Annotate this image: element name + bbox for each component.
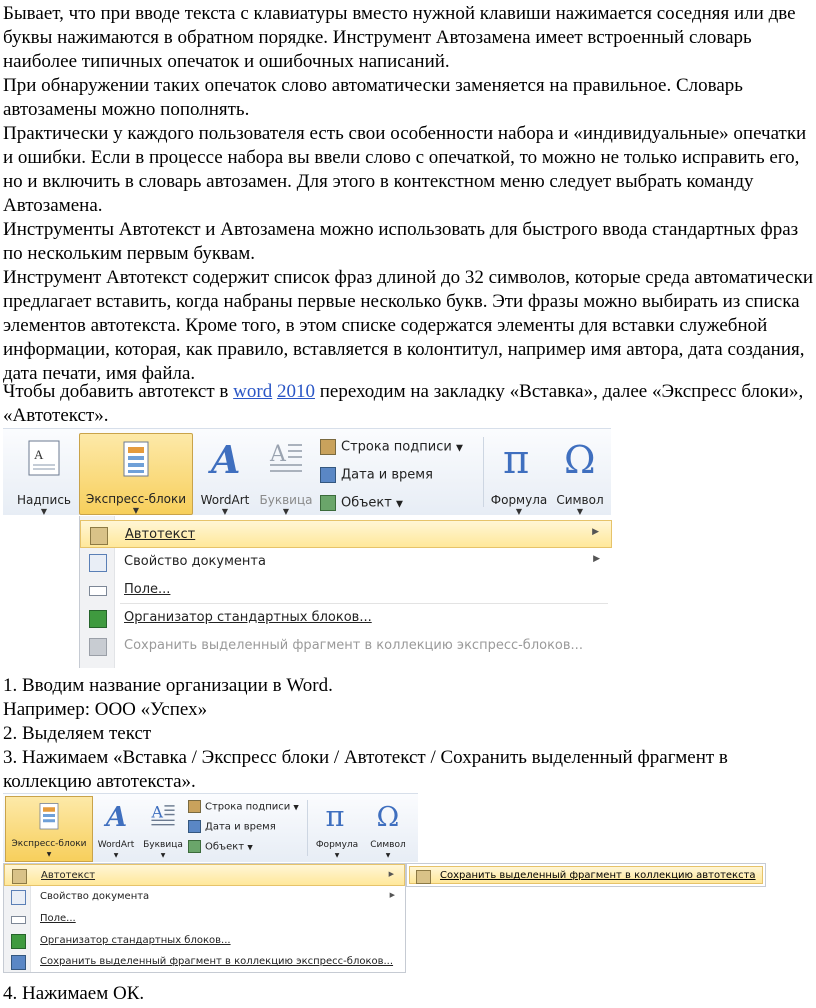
date-time-label-2: Дата и время bbox=[205, 821, 276, 833]
quick-parts-button-2[interactable] bbox=[5, 796, 93, 862]
menu-item-autotext-label: Автотекст bbox=[125, 527, 196, 542]
menu-item-autotext-2[interactable] bbox=[4, 864, 405, 886]
ribbon-insert-tab-2 bbox=[3, 793, 418, 862]
paragraph-5: Инструмент Автотекст содержит список фраз длиной до 32 символов, которые среда автоматически предлагает вставить, когда набраны первые несколько букв. Эти фразы можно выбирать из списка элементов автотекста. Кроме того, в этом списке содержатся элементы для вставки служебной информации, которая, как правило, вставляется в колонтитул, например имя автора, дата создания, дата печати, имя файла. bbox=[3, 267, 813, 384]
organizer-icon bbox=[11, 934, 26, 949]
ribbon-screenshot-2 bbox=[3, 793, 766, 978]
dropdown-arrow-icon: ▼ bbox=[282, 507, 290, 516]
paragraph-3: Практически у каждого пользователя есть свои особенности набора и «индивидуальные» опечатки и ошибки. Если в процессе набора вы ввели слово с опечаткой, то можно не только исправить его, но и включить в словарь автозамен. Для этого в контекстном меню следует выбрать команду Автозамена. bbox=[3, 123, 807, 216]
dropcap-label-2: Буквица bbox=[143, 840, 183, 850]
link-paragraph bbox=[3, 380, 815, 428]
quick-parts-label-2: Экспресс-блоки bbox=[11, 839, 87, 849]
date-time-button[interactable] bbox=[320, 467, 433, 483]
signature-line-label-2: Строка подписи bbox=[205, 801, 291, 813]
dropdown-arrow-icon: ▼ bbox=[334, 852, 340, 859]
save-selection-icon bbox=[89, 638, 107, 656]
paragraph-4: Инструменты Автотекст и Автозамена можно использовать для быстрого ввода стандартных фраз по нескольким первым буквам. bbox=[3, 219, 799, 264]
wordart-label-2: WordArt bbox=[97, 840, 135, 850]
equation-button[interactable] bbox=[487, 435, 551, 515]
dropdown-arrow-icon: ▼ bbox=[113, 852, 119, 859]
quick-parts-menu bbox=[79, 516, 612, 668]
dropdown-arrow-icon: ▼ bbox=[576, 507, 584, 516]
equation-label: Формула bbox=[490, 493, 548, 507]
menu-item-document-property-label: Свойство документа bbox=[124, 554, 266, 569]
group-separator bbox=[307, 800, 308, 856]
ribbon-insert-tab bbox=[3, 428, 611, 515]
menu-item-building-blocks-organizer[interactable] bbox=[80, 604, 612, 632]
quick-parts-button[interactable] bbox=[79, 433, 193, 515]
wordart-icon bbox=[207, 439, 243, 479]
omega-icon bbox=[375, 801, 401, 831]
dropcap-icon bbox=[268, 439, 304, 479]
object-button[interactable]: Объект ▼ bbox=[320, 495, 403, 511]
menu-item-autotext[interactable] bbox=[80, 520, 612, 548]
signature-line-button[interactable]: Строка подписи ▼ bbox=[320, 439, 463, 455]
ribbon-screenshot-1 bbox=[3, 428, 611, 668]
dropcap-icon bbox=[150, 801, 176, 831]
quick-parts-icon bbox=[120, 440, 152, 480]
wordart-button-2[interactable] bbox=[93, 798, 139, 862]
wordart-button[interactable] bbox=[195, 435, 255, 515]
organizer-icon bbox=[89, 610, 107, 628]
pi-icon bbox=[501, 439, 537, 479]
submenu-arrow-icon: ▶ bbox=[388, 870, 394, 878]
date-time-button-2[interactable] bbox=[188, 820, 276, 833]
field-icon bbox=[89, 586, 107, 596]
menu-item-save-selection-label: Сохранить выделенный фрагмент в коллекцию экспресс-блоков... bbox=[124, 638, 583, 653]
svg-text:A: A bbox=[151, 802, 163, 822]
autotext-submenu bbox=[406, 863, 766, 887]
dropdown-arrow-icon: ▼ bbox=[40, 507, 48, 516]
menu-item-document-property-2[interactable] bbox=[4, 886, 405, 908]
dropdown-arrow-icon: ▼ bbox=[515, 507, 523, 516]
svg-text:π: π bbox=[325, 801, 345, 831]
save-selection-icon bbox=[11, 955, 26, 970]
object-label: Объект bbox=[341, 495, 392, 511]
autotext-icon bbox=[12, 869, 27, 884]
menu-item-save-selection-label-2: Сохранить выделенный фрагмент в коллекцию экспресс-блоков... bbox=[40, 956, 394, 967]
dropcap-button-2[interactable] bbox=[140, 798, 186, 862]
dropcap-button[interactable] bbox=[256, 435, 316, 515]
menu-item-document-property-label-2: Свойство документа bbox=[40, 891, 150, 902]
symbol-label: Символ bbox=[556, 493, 604, 507]
group-separator bbox=[483, 437, 484, 507]
link-2010[interactable]: 2010 bbox=[276, 381, 315, 402]
autotext-icon bbox=[90, 527, 108, 545]
dropcap-label: Буквица bbox=[259, 493, 313, 507]
submenu-arrow-icon: ▶ bbox=[592, 527, 599, 537]
calendar-icon bbox=[320, 467, 336, 483]
symbol-button[interactable] bbox=[551, 435, 609, 515]
menu-item-document-property[interactable] bbox=[80, 548, 612, 576]
step-example: Например: ООО «Успех» bbox=[3, 699, 208, 720]
submenu-arrow-icon: ▶ bbox=[389, 891, 395, 899]
menu-item-organizer-label: Организатор стандартных блоков... bbox=[124, 610, 372, 625]
menu-item-autotext-label-2: Автотекст bbox=[41, 870, 96, 881]
menu-item-building-blocks-organizer-2[interactable] bbox=[4, 930, 405, 952]
omega-icon bbox=[562, 439, 598, 479]
field-icon bbox=[11, 916, 26, 924]
calendar-icon bbox=[188, 820, 201, 833]
object-label-2: Объект bbox=[205, 841, 245, 853]
menu-item-organizer-label-2: Организатор стандартных блоков... bbox=[40, 935, 231, 946]
submenu-item-label: Сохранить выделенный фрагмент в коллекцию автотекста bbox=[440, 870, 756, 881]
dropdown-arrow-icon: ▼ bbox=[221, 507, 229, 516]
object-icon bbox=[188, 840, 201, 853]
menu-item-save-selection[interactable] bbox=[80, 632, 612, 660]
wordart-label: WordArt bbox=[200, 493, 250, 507]
link-paragraph-after: переходим на закладку «Вставка», далее «Экспресс блоки», «Автотекст». bbox=[3, 381, 804, 426]
textbox-label: Надпись bbox=[17, 493, 71, 507]
submenu-item-save-to-autotext[interactable] bbox=[409, 866, 763, 884]
textbox-icon bbox=[27, 439, 61, 477]
menu-item-field-label-2: Поле... bbox=[40, 913, 76, 924]
svg-text:A: A bbox=[105, 801, 128, 831]
equation-label-2: Формула bbox=[315, 840, 359, 850]
svg-text:A: A bbox=[34, 447, 44, 462]
signature-line-button-2[interactable]: Строка подписи ▼ bbox=[188, 800, 299, 813]
dropdown-arrow-icon: ▼ bbox=[46, 851, 52, 858]
document-property-icon bbox=[11, 890, 26, 905]
step-3: 3. Нажимаем «Вставка / Экспресс блоки / Автотекст / Сохранить выделенный фрагмент в коллекцию автотекста». bbox=[3, 747, 728, 792]
intro-paragraph: Бывает, что при вводе текста с клавиатуры вместо нужной клавиши нажимается соседняя или две буквы нажимаются в обратном порядке. Инструмент Автозамена имеет встроенный словарь наиболее типичных опечаток и ошибочных написаний. bbox=[3, 3, 796, 72]
signature-icon bbox=[188, 800, 201, 813]
link-paragraph-before: Чтобы добавить автотекст в bbox=[3, 381, 234, 402]
menu-item-field-label: Поле... bbox=[124, 582, 171, 597]
dropdown-arrow-icon: ▼ bbox=[160, 852, 166, 859]
equation-button-2[interactable] bbox=[311, 798, 363, 862]
quick-parts-icon bbox=[37, 802, 61, 832]
dropdown-arrow-icon: ▼ bbox=[385, 852, 391, 859]
svg-text:A: A bbox=[211, 439, 241, 479]
step-2: 2. Выделяем текст bbox=[3, 723, 152, 744]
symbol-button-2[interactable] bbox=[363, 798, 413, 862]
menu-item-save-selection-2[interactable] bbox=[4, 951, 405, 973]
save-autotext-icon bbox=[416, 870, 431, 884]
object-icon bbox=[320, 495, 336, 511]
step-4: 4. Нажимаем ОК. bbox=[3, 983, 145, 1004]
quick-parts-label: Экспресс-блоки bbox=[85, 492, 187, 506]
signature-line-label: Строка подписи bbox=[341, 439, 452, 455]
textbox-button[interactable] bbox=[11, 435, 77, 515]
link-word[interactable]: word bbox=[233, 381, 273, 402]
signature-icon bbox=[320, 439, 336, 455]
svg-text:Ω: Ω bbox=[376, 802, 400, 831]
paragraph-2: При обнаружении таких опечаток слово автоматически заменяется на правильное. Словарь автозамены можно пополнять. bbox=[3, 75, 743, 120]
menu-item-field-2[interactable] bbox=[4, 908, 405, 930]
document-property-icon bbox=[89, 554, 107, 572]
svg-text:π: π bbox=[503, 439, 530, 479]
submenu-arrow-icon: ▶ bbox=[593, 554, 600, 564]
svg-text:A: A bbox=[270, 442, 286, 467]
svg-text:Ω: Ω bbox=[564, 439, 596, 479]
step-1: 1. Вводим название организации в Word. bbox=[3, 675, 333, 696]
dropdown-arrow-icon: ▼ bbox=[132, 506, 140, 515]
menu-item-field[interactable] bbox=[80, 576, 612, 604]
quick-parts-menu-2 bbox=[3, 863, 406, 973]
symbol-label-2: Символ bbox=[370, 840, 406, 850]
pi-icon bbox=[324, 801, 350, 831]
object-button-2[interactable]: Объект ▼ bbox=[188, 840, 253, 853]
date-time-label: Дата и время bbox=[341, 467, 433, 483]
wordart-icon bbox=[103, 801, 129, 831]
